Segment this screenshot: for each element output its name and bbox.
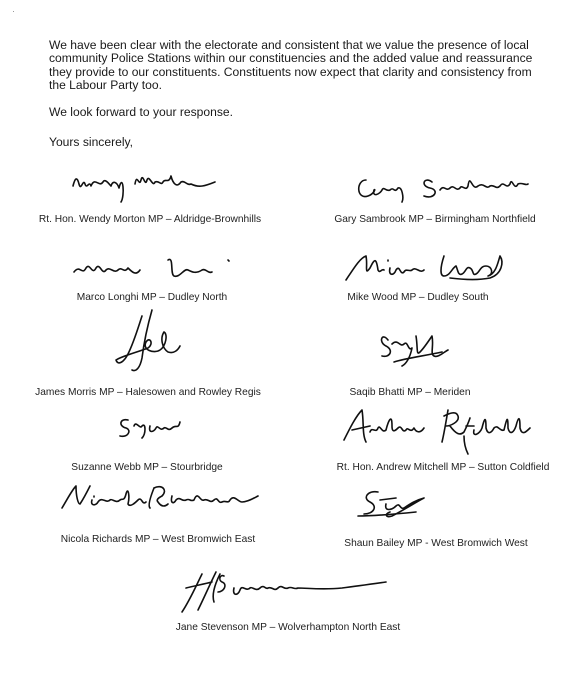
signature-andrew-mitchell (340, 404, 550, 460)
letter-paragraph-police-stations: We have been clear with the electorate and consistent that we value the presence of local community Police Stations within our constituencies and the added value and reassurance they provide to our constituents. Constituents now expect that clarity and consistency from the Labour Party too. (49, 38, 533, 93)
signature-shaun-bailey (356, 486, 466, 526)
signatory-name-nicola-richards: Nicola Richards MP – West Bromwich East (60, 534, 256, 545)
signatory-name-shaun-bailey: Shaun Bailey MP - West Bromwich West (344, 538, 528, 549)
signature-marco-longhi (70, 246, 250, 290)
signature-nicola-richards (58, 478, 278, 518)
signatory-name-suzanne-webb: Suzanne Webb MP – Stourbridge (71, 462, 223, 473)
signature-saqib-bhatti (372, 322, 462, 378)
scan-speck (13, 11, 14, 12)
signatory-name-wendy-morton: Rt. Hon. Wendy Morton MP – Aldridge-Brownhills (38, 214, 262, 225)
signatory-name-andrew-mitchell: Rt. Hon. Andrew Mitchell MP – Sutton Coldfield (336, 462, 550, 473)
letter-paragraph-response: We look forward to your response. (49, 105, 233, 119)
signatory-name-saqib-bhatti: Saqib Bhatti MP – Meriden (349, 387, 471, 398)
signature-jane-stevenson (172, 566, 412, 622)
signature-james-morris (108, 308, 188, 378)
signatory-name-marco-longhi: Marco Longhi MP – Dudley North (76, 292, 228, 303)
signature-wendy-morton (65, 158, 275, 208)
signatory-name-james-morris: James Morris MP – Halesowen and Rowley Regis (35, 387, 261, 398)
signature-mike-wood (340, 246, 540, 290)
letter-closing: Yours sincerely, (49, 135, 134, 149)
signature-suzanne-webb (114, 412, 194, 446)
signature-gary-sambrook (350, 158, 550, 208)
signatory-name-mike-wood: Mike Wood MP – Dudley South (347, 292, 489, 303)
signatory-name-jane-stevenson: Jane Stevenson MP – Wolverhampton North East (175, 622, 401, 633)
signatory-name-gary-sambrook: Gary Sambrook MP – Birmingham Northfield (334, 214, 536, 225)
